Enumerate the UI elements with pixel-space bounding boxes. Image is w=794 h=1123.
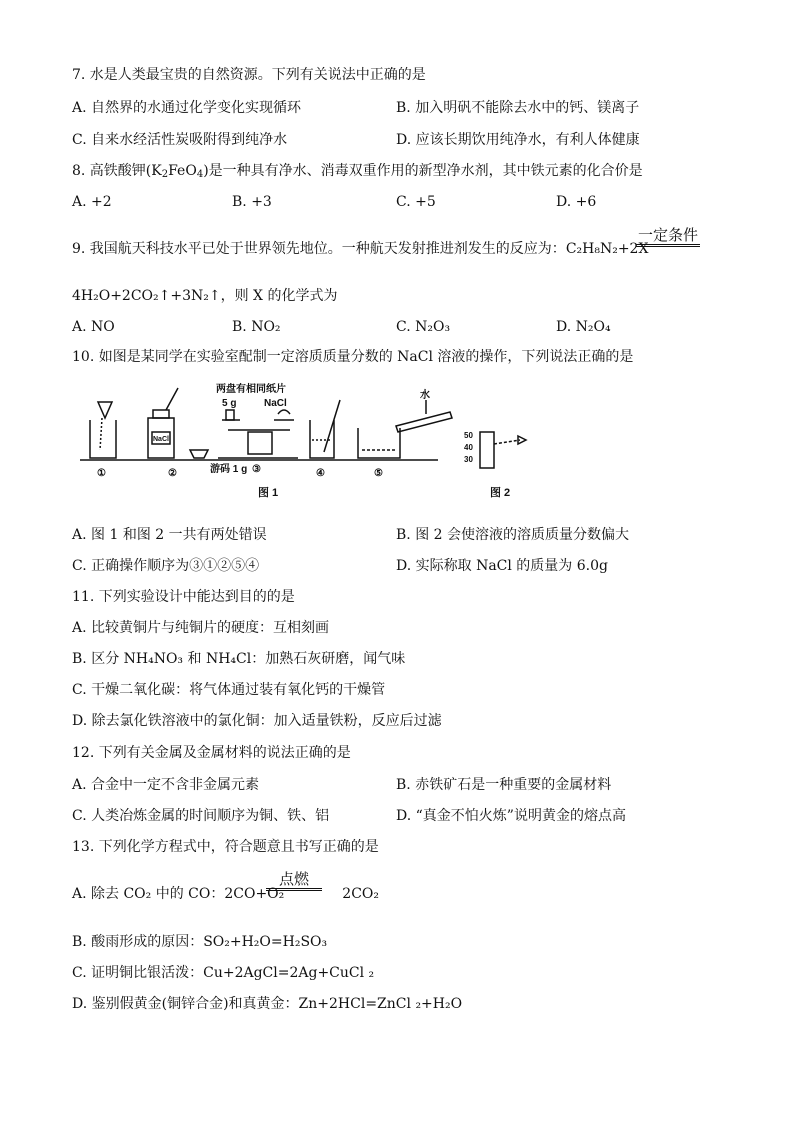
step-5: ⑤ xyxy=(374,468,383,479)
beaker-1 xyxy=(90,420,116,458)
q13-option-b: B. 酸雨形成的原因：SO₂+H₂O=H₂SO₃ xyxy=(72,934,328,950)
q13-option-d: D. 鉴别假黄金(铜锌合金)和真黄金：Zn+2HCl=ZnCl ₂+H₂O xyxy=(72,996,463,1012)
q12-option-a: A. 合金中一定不含非金属元素 xyxy=(72,777,260,793)
glass-rod xyxy=(324,400,340,452)
q13-option-a: A. 除去 CO₂ 中的 CO：2CO+O₂ 2CO₂ xyxy=(72,886,379,902)
q12-option-b: B. 赤铁矿石是一种重要的金属材料 xyxy=(396,777,612,793)
step-2: ② xyxy=(168,468,177,479)
q9-option-d: D. N₂O₄ xyxy=(556,319,611,335)
q10-option-c: C. 正确操作顺序为③①②⑤④ xyxy=(72,558,260,574)
label-nacl-bottle: NaCl xyxy=(153,436,169,443)
nacl-pile xyxy=(278,410,290,414)
weighing-dish xyxy=(190,450,208,458)
q7-option-a: A. 自然界的水通过化学变化实现循环 xyxy=(72,100,302,116)
measuring-cylinder xyxy=(396,412,452,432)
fig2-caption: 图 2 xyxy=(490,487,511,498)
q10-option-d: D. 实际称取 NaCl 的质量为 6.0g xyxy=(396,558,608,574)
label-nacl: NaCl xyxy=(264,398,287,409)
tick-30: 30 xyxy=(464,455,473,464)
label-same-paper: 两盘有相同纸片 xyxy=(216,384,286,395)
q11-stem: 11. 下列实验设计中能达到目的的是 xyxy=(72,589,295,605)
q9-reactant: C₂H₈N₂+2X xyxy=(565,241,649,257)
fig2-cylinder xyxy=(480,432,494,468)
q12-option-c: C. 人类冶炼金属的时间顺序为铜、铁、铝 xyxy=(72,808,330,824)
beaker-5 xyxy=(358,428,400,458)
label-water: 水 xyxy=(420,390,430,401)
q9-stem: 9. 我国航天科技水平已处于世界领先地位。一种航天发射推进剂发生的反应为：C₂H₈N₂+2X xyxy=(72,241,649,257)
q10-stem: 10. 如图是某同学在实验室配制一定溶质质量分数的 NaCl 溶液的操作，下列说法正确的是 xyxy=(72,349,634,365)
q10-option-b: B. 图 2 会使溶液的溶质质量分数偏大 xyxy=(396,527,629,543)
q13-a-condition: 点燃 xyxy=(266,870,322,891)
q8-option-d: D. +6 xyxy=(556,194,597,210)
q10-option-a: A. 图 1 和图 2 一共有两处错误 xyxy=(72,527,267,543)
label-rider: 游码 1 g xyxy=(210,464,248,475)
beaker-4 xyxy=(310,420,334,458)
sight-line xyxy=(494,440,520,444)
q12-stem: 12. 下列有关金属及金属材料的说法正确的是 xyxy=(72,745,351,761)
q8-option-c: C. +5 xyxy=(396,194,436,210)
q11-option-a: A. 比较黄铜片与纯铜片的硬度：互相刻画 xyxy=(72,620,330,636)
q9-option-c: C. N₂O₃ xyxy=(396,319,451,335)
funnel-paper xyxy=(98,402,112,418)
spoon xyxy=(166,388,178,410)
q10-figure-1 xyxy=(78,380,548,498)
q7-option-b: B. 加入明矾不能除去水中的钙、镁离子 xyxy=(396,100,640,116)
q8-stem: 8. 高铁酸钾$(K_2FeO_4)$是一种具有净水、消毒双重作用的新型净水剂，其中铁元素的化合价是 xyxy=(72,163,643,180)
q9-products: 4H₂O+2CO₂↑+3N₂↑，则 X 的化学式为 xyxy=(72,288,338,304)
step-3: ③ xyxy=(252,464,261,475)
step-4: ④ xyxy=(316,468,325,479)
weight xyxy=(226,410,234,420)
q7-option-d: D. 应该长期饮用纯净水，有利人体健康 xyxy=(396,132,640,148)
lab-procedure-diagram xyxy=(78,380,548,498)
q8-option-b: B. +3 xyxy=(232,194,272,210)
tick-50: 50 xyxy=(464,431,473,440)
q9-condition: 一定条件 xyxy=(636,226,700,247)
fig1-caption: 图 1 xyxy=(258,487,279,498)
q13-stem: 13. 下列化学方程式中，符合题意且书写正确的是 xyxy=(72,839,379,855)
q9-option-b: B. NO₂ xyxy=(232,319,281,335)
balance-body xyxy=(248,432,272,454)
q11-option-d: D. 除去氯化铁溶液中的氯化铜：加入适量铁粉，反应后过滤 xyxy=(72,713,442,729)
q7-option-c: C. 自来水经活性炭吸附得到纯净水 xyxy=(72,132,288,148)
q12-option-d: D. “真金不怕火炼”说明黄金的熔点高 xyxy=(396,808,626,824)
q11-option-c: C. 干燥二氧化碳：将气体通过装有氧化钙的干燥管 xyxy=(72,682,386,698)
q8-option-a: A. +2 xyxy=(72,194,112,210)
q7-stem: 7. 水是人类最宝贵的自然资源。下列有关说法中正确的是 xyxy=(72,67,426,83)
q11-option-b: B. 区分 NH₄NO₃ 和 NH₄Cl：加熟石灰研磨，闻气味 xyxy=(72,651,406,667)
q13-option-c: C. 证明铜比银活泼：Cu+2AgCl=2Ag+CuCl ₂ xyxy=(72,965,375,981)
tick-40: 40 xyxy=(464,443,473,452)
q9-option-a: A. NO xyxy=(72,319,115,335)
label-5g: 5 g xyxy=(222,398,237,409)
step-1: ① xyxy=(97,468,106,479)
